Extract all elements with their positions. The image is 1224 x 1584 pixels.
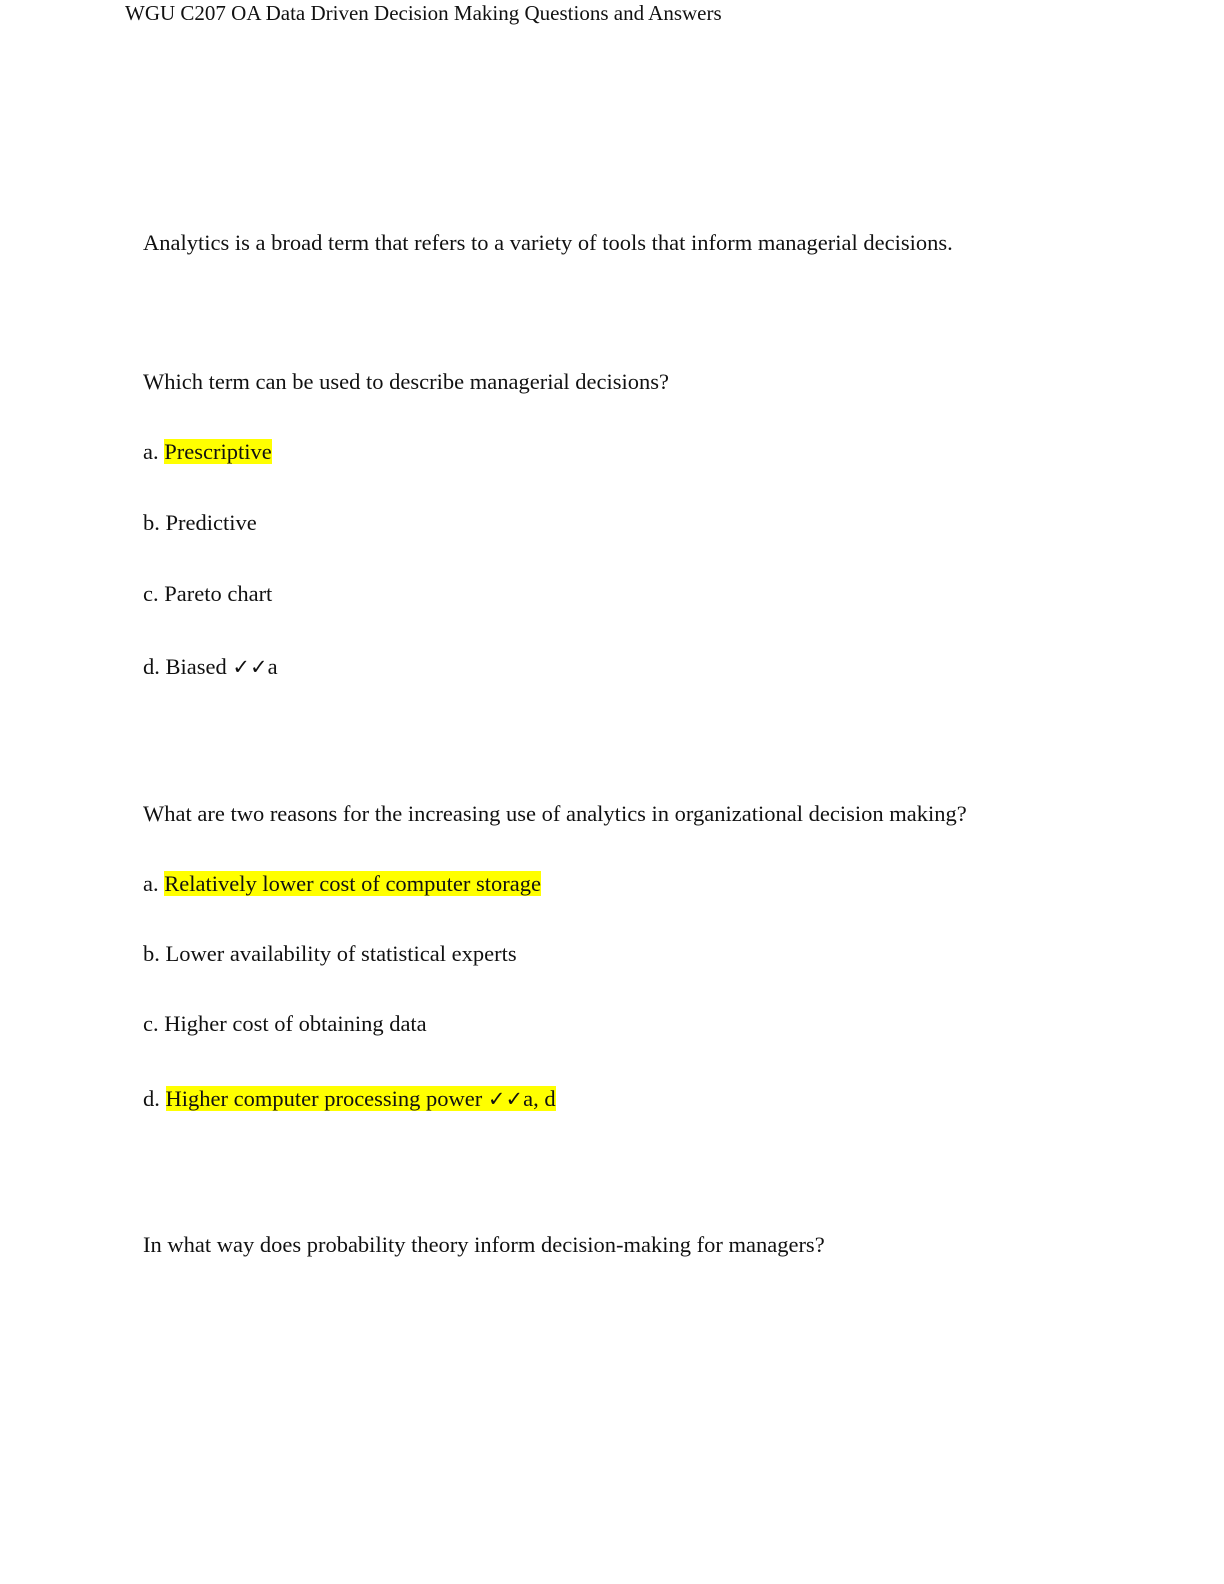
q2-option-a <box>143 870 541 898</box>
document-header: WGU C207 OA Data Driven Decision Making Questions and Answers <box>125 1 722 25</box>
q2-option-a-prefix: a. <box>143 871 165 896</box>
double-check-icon: ✓✓ <box>232 655 268 679</box>
q1-option-d-text: d. Biased <box>143 654 233 679</box>
double-check-icon: ✓✓ <box>487 1087 524 1111</box>
q2-option-b: b. Lower availability of statistical experts <box>143 941 517 966</box>
q1-option-a-highlighted: Prescriptive <box>164 439 272 464</box>
q1-option-a <box>143 438 272 466</box>
q1-option-c: c. Pareto chart <box>143 581 273 606</box>
q2-answer-key: a, d <box>523 1086 556 1111</box>
q1-option-b: b. Predictive <box>143 510 257 535</box>
question-3: In what way does probability theory inform decision-making for managers? <box>143 1232 825 1257</box>
q2-option-d-highlighted <box>166 1086 556 1111</box>
q2-option-a-highlighted: Relatively lower cost of computer storage <box>164 871 542 896</box>
q2-option-d-prefix: d. <box>143 1086 166 1111</box>
q1-option-a-prefix: a. <box>143 439 165 464</box>
q2-option-d-text: Higher computer processing power <box>165 1086 488 1111</box>
question-1: Which term can be used to describe managerial decisions? <box>143 369 670 394</box>
q2-option-d <box>143 1085 556 1113</box>
q1-option-d <box>143 653 278 681</box>
intro-paragraph: Analytics is a broad term that refers to a variety of tools that inform managerial decisions. <box>143 230 953 255</box>
question-2: What are two reasons for the increasing use of analytics in organizational decision making? <box>143 801 967 826</box>
q2-option-c: c. Higher cost of obtaining data <box>143 1011 427 1036</box>
q1-answer-key: a <box>267 654 278 679</box>
